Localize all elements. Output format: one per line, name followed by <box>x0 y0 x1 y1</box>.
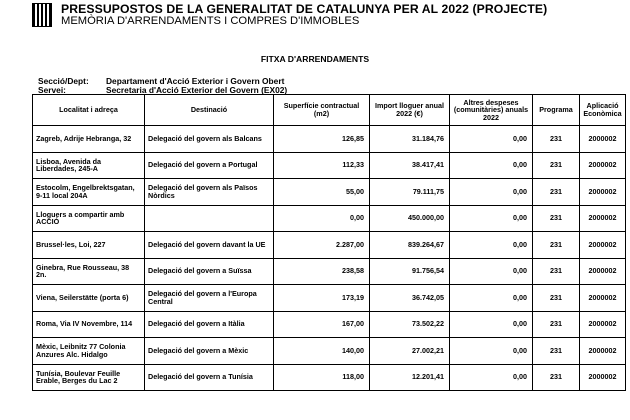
table-row <box>33 285 626 312</box>
column-header: Import lloguer anual 2022 (€) <box>370 95 450 126</box>
cell-programa: 231 <box>533 311 580 338</box>
cell-localitat: Tunísia, Boulevar Feuille Erable, Berges du Lac 2 <box>33 364 145 391</box>
cell-superficie: 140,00 <box>274 338 370 365</box>
servei-value: Secretaria d'Acció Exterior del Govern (EX02) <box>106 85 288 95</box>
cell-superficie: 173,19 <box>274 285 370 312</box>
table-row <box>33 152 626 179</box>
cell-aplicacio: 2000002 <box>580 152 626 179</box>
cell-localitat: Roma, Via IV Novembre, 114 <box>33 311 145 338</box>
cell-localitat: Viena, Seilerstätte (porta 6) <box>33 285 145 312</box>
cell-import: 73.502,22 <box>370 311 450 338</box>
cell-aplicacio: 2000002 <box>580 126 626 153</box>
cell-destinacio: Delegació del govern a l'Europa Central <box>145 285 274 312</box>
cell-altres-despeses: 0,00 <box>450 232 533 259</box>
column-header: Superfície contractual (m2) <box>274 95 370 126</box>
column-header: Aplicació Econòmica <box>580 95 626 126</box>
cell-localitat: Lisboa, Avenida da Liberdades, 245-A <box>33 152 145 179</box>
cell-superficie: 118,00 <box>274 364 370 391</box>
cell-destinacio: Delegació del govern a Tunísia <box>145 364 274 391</box>
column-header: Localitat i adreça <box>33 95 145 126</box>
cell-import: 450.000,00 <box>370 205 450 232</box>
cell-import: 31.184,76 <box>370 126 450 153</box>
cell-import: 38.417,41 <box>370 152 450 179</box>
cell-altres-despeses: 0,00 <box>450 179 533 206</box>
cell-localitat: Lloguers a compartir amb ACCIÓ <box>33 205 145 232</box>
servei-label: Servei: <box>38 85 66 95</box>
table-body <box>33 126 626 391</box>
cell-aplicacio: 2000002 <box>580 258 626 285</box>
cell-superficie: 167,00 <box>274 311 370 338</box>
document-title: PRESSUPOSTOS DE LA GENERALITAT DE CATALUNYA PER AL 2022 (PROJECTE) <box>61 2 548 16</box>
cell-localitat: Brussel·les, Loi, 227 <box>33 232 145 259</box>
cell-aplicacio: 2000002 <box>580 338 626 365</box>
table-row <box>33 364 626 391</box>
cell-programa: 231 <box>533 205 580 232</box>
cell-aplicacio: 2000002 <box>580 179 626 206</box>
generalitat-logo-icon <box>32 3 52 27</box>
cell-aplicacio: 2000002 <box>580 232 626 259</box>
cell-programa: 231 <box>533 285 580 312</box>
table-row <box>33 338 626 365</box>
table-row <box>33 232 626 259</box>
column-header: Altres despeses (comunitàries) anuals 2022 <box>450 95 533 126</box>
cell-localitat: Ginebra, Rue Rousseau, 38 2n. <box>33 258 145 285</box>
cell-localitat: Mèxic, Leibnitz 77 Colonia Anzures Alc. Hidalgo <box>33 338 145 365</box>
column-header: Programa <box>533 95 580 126</box>
cell-destinacio: Delegació del govern a Itàlia <box>145 311 274 338</box>
cell-programa: 231 <box>533 258 580 285</box>
cell-altres-despeses: 0,00 <box>450 152 533 179</box>
cell-programa: 231 <box>533 126 580 153</box>
cell-programa: 231 <box>533 338 580 365</box>
cell-superficie: 112,33 <box>274 152 370 179</box>
section-title: FITXA D'ARRENDAMENTS <box>260 54 370 64</box>
cell-altres-despeses: 0,00 <box>450 338 533 365</box>
table-header-row <box>33 95 626 126</box>
cell-localitat: Zagreb, Adrije Hebranga, 32 <box>33 126 145 153</box>
cell-localitat: Estocolm, Engelbrektsgatan, 9-11 local 204A <box>33 179 145 206</box>
cell-destinacio: Delegació del govern a Portugal <box>145 152 274 179</box>
document-subtitle: MEMÒRIA D'ARRENDAMENTS I COMPRES D'IMMOBLES <box>61 15 360 27</box>
cell-superficie: 0,00 <box>274 205 370 232</box>
cell-altres-despeses: 0,00 <box>450 205 533 232</box>
leases-table <box>32 94 626 391</box>
cell-programa: 231 <box>533 152 580 179</box>
cell-import: 36.742,05 <box>370 285 450 312</box>
cell-programa: 231 <box>533 179 580 206</box>
seccio-label: Secció/Dept: <box>38 76 89 86</box>
cell-destinacio: Delegació del govern a Mèxic <box>145 338 274 365</box>
cell-altres-despeses: 0,00 <box>450 311 533 338</box>
cell-aplicacio: 2000002 <box>580 311 626 338</box>
cell-superficie: 55,00 <box>274 179 370 206</box>
column-header: Destinació <box>145 95 274 126</box>
table-row <box>33 179 626 206</box>
cell-programa: 231 <box>533 364 580 391</box>
cell-destinacio: Delegació del govern als Països Nòrdics <box>145 179 274 206</box>
cell-destinacio: Delegació del govern davant la UE <box>145 232 274 259</box>
cell-import: 91.756,54 <box>370 258 450 285</box>
cell-altres-despeses: 0,00 <box>450 258 533 285</box>
seccio-value: Departament d'Acció Exterior i Govern Obert <box>106 76 285 86</box>
cell-destinacio <box>145 205 274 232</box>
table-row <box>33 258 626 285</box>
cell-aplicacio: 2000002 <box>580 205 626 232</box>
cell-superficie: 238,58 <box>274 258 370 285</box>
cell-destinacio: Delegació del govern als Balcans <box>145 126 274 153</box>
cell-aplicacio: 2000002 <box>580 364 626 391</box>
table-row <box>33 205 626 232</box>
cell-altres-despeses: 0,00 <box>450 364 533 391</box>
cell-aplicacio: 2000002 <box>580 285 626 312</box>
cell-altres-despeses: 0,00 <box>450 285 533 312</box>
table-row <box>33 126 626 153</box>
cell-superficie: 126,85 <box>274 126 370 153</box>
cell-import: 12.201,41 <box>370 364 450 391</box>
cell-import: 27.002,21 <box>370 338 450 365</box>
cell-destinacio: Delegació del govern a Suïssa <box>145 258 274 285</box>
cell-import: 839.264,67 <box>370 232 450 259</box>
cell-superficie: 2.287,00 <box>274 232 370 259</box>
cell-altres-despeses: 0,00 <box>450 126 533 153</box>
cell-programa: 231 <box>533 232 580 259</box>
table-row <box>33 311 626 338</box>
cell-import: 79.111,75 <box>370 179 450 206</box>
